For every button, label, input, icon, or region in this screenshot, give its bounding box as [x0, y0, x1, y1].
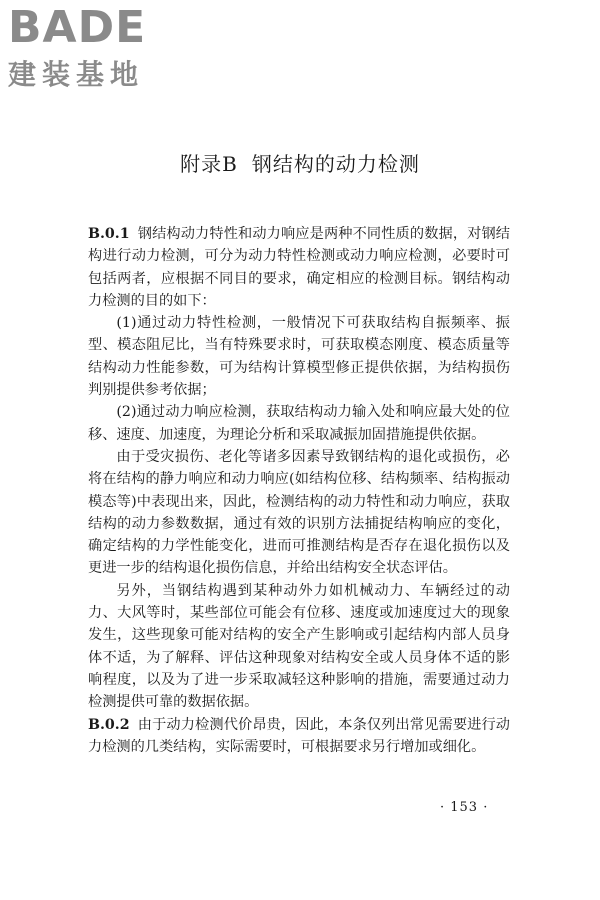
- appendix-label: 附录B: [180, 152, 238, 176]
- clause-text: 钢结构动力特性和动力响应是两种不同性质的数据，对钢结构进行动力检测，可分为动力特性检测或动力响应检测，必要时可包括两者，应根据不同目的要求，确定相应的检测目标。钢结构动力检测的目的如下：: [88, 226, 510, 309]
- paragraph-item-2: (2)通过动力响应检测，获取结构动力输入处和响应最大处的位移、速度、加速度，为理论分析和采取减振加固措施提供依据。: [88, 404, 510, 443]
- clause-b01: [88, 223, 510, 312]
- bade-logo: [8, 4, 176, 98]
- clause-number: B.0.1: [88, 226, 130, 242]
- clause-number: B.0.2: [88, 716, 130, 733]
- document-body: [88, 223, 510, 758]
- logo-cn: 建装基地: [8, 58, 145, 91]
- page-number: · 153 ·: [440, 800, 489, 815]
- paragraph-degradation: 由于受灾损伤、老化等诸多因素导致钢结构的退化或损伤，必将在结构的静力响应和动力响应(如结构位移、结构频率、结构振动模态等)中表现出来，因此，检测结构的动力特性和动力响应，获取结构的动力参数数据，通过有效的识别方法捕捉结构响应的变化，确定结构的力学性能变化，进而可推测结构是否存在退化损伤以及更进一步的结构退化损伤信息，并给出结构安全状态评估。: [88, 448, 510, 577]
- paragraph-item-1: (1)通过动力特性检测，一般情况下可获取结构自振频率、振型、模态阻尼比，当有特殊要求时，可获取模态刚度、模态质量等结构动力性能参数，可为结构计算模型修正提供依据，为结构损伤判别提供参考依据；: [88, 315, 510, 399]
- logo-en: BADE: [8, 2, 147, 53]
- paragraph-external-forces: 另外，当钢结构遇到某种动外力如机械动力、车辆经过的动力、大风等时，某些部位可能会有位移、速度或加速度过大的现象发生，这些现象可能对结构的安全产生影响或引起结构内部人员身体不适，为了解释、评估这种现象对结构安全或人员身体不适的影响程度，以及为了进一步采取减轻这种影响的措施，需要通过动力检测提供可靠的数据依据。: [88, 582, 510, 711]
- clause-text: 由于动力检测代价昂贵，因此，本条仅列出常见需要进行动力检测的几类结构，实际需要时，可根据要求另行增加或细化。: [88, 716, 510, 755]
- appendix-title: [0, 148, 600, 177]
- clause-b02: [88, 714, 510, 759]
- appendix-title-text: 钢结构的动力检测: [251, 152, 420, 176]
